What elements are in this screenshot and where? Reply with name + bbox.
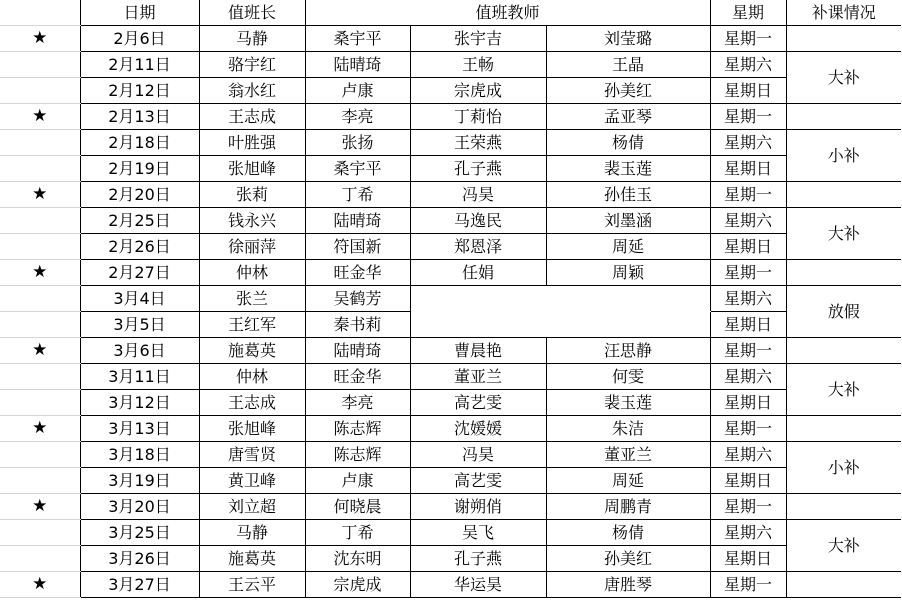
leader-cell[interactable]: 仲林 — [199, 260, 305, 286]
date-cell[interactable]: 3月12日 — [80, 390, 199, 416]
teacher-2-cell[interactable]: 冯昊 — [410, 442, 546, 468]
table-row — [0, 494, 901, 520]
weekday-cell[interactable]: 星期六 — [710, 52, 786, 78]
marker-cell[interactable] — [0, 52, 80, 78]
leader-cell[interactable]: 骆宇红 — [199, 52, 305, 78]
star-marker-cell[interactable]: ★ — [0, 416, 80, 442]
teacher-1-cell[interactable]: 李亮 — [305, 104, 410, 130]
teacher-3-cell[interactable] — [546, 312, 710, 338]
teacher-2-cell[interactable] — [410, 286, 546, 312]
teacher-1-cell[interactable]: 桑宇平 — [305, 26, 410, 52]
weekday-cell[interactable]: 星期日 — [710, 156, 786, 182]
teacher-2-cell[interactable]: 高艺雯 — [410, 390, 546, 416]
teacher-1-cell[interactable]: 宗虎成 — [305, 572, 410, 598]
date-cell[interactable]: 3月13日 — [80, 416, 199, 442]
makeup-cell[interactable]: 大补 — [786, 364, 901, 416]
star-marker-cell[interactable]: ★ — [0, 494, 80, 520]
teacher-2-cell[interactable]: 吴飞 — [410, 520, 546, 546]
teacher-1-cell[interactable]: 何晓晨 — [305, 494, 410, 520]
makeup-cell[interactable] — [786, 26, 901, 52]
makeup-cell[interactable]: 大补 — [786, 52, 901, 104]
marker-cell[interactable] — [0, 234, 80, 260]
weekday-cell[interactable]: 星期日 — [710, 234, 786, 260]
date-cell[interactable]: 3月20日 — [80, 494, 199, 520]
weekday-cell[interactable]: 星期六 — [710, 520, 786, 546]
teacher-2-cell[interactable]: 曹晨艳 — [410, 338, 546, 364]
leader-cell[interactable]: 黄卫峰 — [199, 468, 305, 494]
teacher-1-cell[interactable]: 吴鹤芳 — [305, 286, 410, 312]
teacher-3-cell[interactable]: 孟亚琴 — [546, 104, 710, 130]
table-row — [0, 26, 901, 52]
date-cell[interactable]: 3月5日 — [80, 312, 199, 338]
makeup-cell[interactable]: 小补 — [786, 130, 901, 182]
teacher-1-cell[interactable]: 张扬 — [305, 130, 410, 156]
teacher-1-cell[interactable]: 陈志辉 — [305, 442, 410, 468]
leader-cell[interactable]: 张莉 — [199, 182, 305, 208]
date-cell[interactable]: 2月25日 — [80, 208, 199, 234]
leader-cell[interactable]: 钱永兴 — [199, 208, 305, 234]
weekday-cell[interactable]: 星期六 — [710, 130, 786, 156]
marker-cell[interactable] — [0, 156, 80, 182]
teacher-2-cell[interactable]: 张宇吉 — [410, 26, 546, 52]
weekday-cell[interactable]: 星期日 — [710, 78, 786, 104]
makeup-cell[interactable]: 小补 — [786, 442, 901, 494]
teacher-3-cell[interactable]: 唐胜琴 — [546, 572, 710, 598]
leader-cell[interactable]: 刘立超 — [199, 494, 305, 520]
makeup-cell[interactable] — [786, 260, 901, 286]
teacher-3-cell[interactable]: 汪思静 — [546, 338, 710, 364]
table-row — [0, 364, 901, 390]
teacher-3-cell[interactable]: 周鹏青 — [546, 494, 710, 520]
marker-cell[interactable] — [0, 468, 80, 494]
teacher-2-cell[interactable]: 宗虎成 — [410, 78, 546, 104]
date-cell[interactable]: 3月27日 — [80, 572, 199, 598]
makeup-cell[interactable] — [786, 416, 901, 442]
table-row — [0, 78, 901, 104]
teacher-1-cell[interactable]: 陆晴琦 — [305, 208, 410, 234]
table-row — [0, 416, 901, 442]
makeup-cell[interactable] — [786, 104, 901, 130]
teacher-2-cell[interactable]: 王荣燕 — [410, 130, 546, 156]
teacher-1-cell[interactable]: 丁希 — [305, 520, 410, 546]
date-cell[interactable]: 2月20日 — [80, 182, 199, 208]
table-row — [0, 234, 901, 260]
teacher-2-cell[interactable]: 马逸民 — [410, 208, 546, 234]
makeup-cell[interactable]: 放假 — [786, 286, 901, 338]
makeup-cell[interactable] — [786, 572, 901, 598]
date-cell[interactable]: 2月12日 — [80, 78, 199, 104]
date-cell[interactable]: 3月11日 — [80, 364, 199, 390]
teacher-1-cell[interactable]: 符国新 — [305, 234, 410, 260]
teacher-2-cell[interactable]: 谢朔俏 — [410, 494, 546, 520]
date-cell[interactable]: 2月6日 — [80, 26, 199, 52]
teacher-3-cell[interactable]: 孙美红 — [546, 546, 710, 572]
weekday-cell[interactable]: 星期日 — [710, 312, 786, 338]
weekday-cell[interactable]: 星期一 — [710, 338, 786, 364]
date-cell[interactable]: 2月19日 — [80, 156, 199, 182]
table-row — [0, 572, 901, 598]
teacher-1-cell[interactable]: 沈东明 — [305, 546, 410, 572]
leader-cell[interactable]: 张旭峰 — [199, 416, 305, 442]
teacher-3-cell[interactable]: 杨倩 — [546, 130, 710, 156]
leader-cell[interactable]: 叶胜强 — [199, 130, 305, 156]
teacher-3-cell[interactable]: 朱洁 — [546, 416, 710, 442]
teacher-1-cell[interactable]: 秦书莉 — [305, 312, 410, 338]
teacher-1-cell[interactable]: 陆晴琦 — [305, 52, 410, 78]
teacher-1-cell[interactable]: 桑宇平 — [305, 156, 410, 182]
star-marker-cell[interactable]: ★ — [0, 338, 80, 364]
teacher-3-cell[interactable]: 何雯 — [546, 364, 710, 390]
makeup-cell[interactable] — [786, 182, 901, 208]
weekday-cell[interactable]: 星期六 — [710, 364, 786, 390]
teacher-3-cell[interactable]: 刘莹璐 — [546, 26, 710, 52]
header-row — [0, 0, 901, 26]
table-row — [0, 442, 901, 468]
teacher-3-cell[interactable] — [546, 286, 710, 312]
table-row — [0, 546, 901, 572]
header-leader[interactable]: 值班长 — [199, 0, 305, 26]
star-marker-cell[interactable]: ★ — [0, 26, 80, 52]
weekday-cell[interactable]: 星期六 — [710, 208, 786, 234]
date-cell[interactable]: 3月25日 — [80, 520, 199, 546]
marker-cell[interactable] — [0, 78, 80, 104]
marker-cell[interactable] — [0, 312, 80, 338]
teacher-2-cell[interactable]: 董亚兰 — [410, 364, 546, 390]
table-row — [0, 260, 901, 286]
makeup-cell[interactable]: 大补 — [786, 520, 901, 572]
teacher-3-cell[interactable]: 裴玉莲 — [546, 390, 710, 416]
marker-cell[interactable] — [0, 546, 80, 572]
teacher-3-cell[interactable]: 王晶 — [546, 52, 710, 78]
teacher-1-cell[interactable]: 旺金华 — [305, 260, 410, 286]
teacher-2-cell[interactable]: 孔子燕 — [410, 546, 546, 572]
date-cell[interactable]: 2月18日 — [80, 130, 199, 156]
teacher-1-cell[interactable]: 李亮 — [305, 390, 410, 416]
teacher-1-cell[interactable]: 旺金华 — [305, 364, 410, 390]
weekday-cell[interactable]: 星期一 — [710, 104, 786, 130]
table-row — [0, 52, 901, 78]
date-cell[interactable]: 2月11日 — [80, 52, 199, 78]
table-row — [0, 104, 901, 130]
header-teachers[interactable]: 值班教师 — [305, 0, 710, 26]
leader-cell[interactable]: 王志成 — [199, 390, 305, 416]
teacher-2-cell[interactable]: 沈媛媛 — [410, 416, 546, 442]
makeup-cell[interactable]: 大补 — [786, 208, 901, 260]
teacher-3-cell[interactable]: 董亚兰 — [546, 442, 710, 468]
header-corner-cell[interactable] — [0, 0, 80, 26]
weekday-cell[interactable]: 星期一 — [710, 416, 786, 442]
teacher-3-cell[interactable]: 周延 — [546, 234, 710, 260]
weekday-cell[interactable]: 星期六 — [710, 442, 786, 468]
makeup-cell[interactable] — [786, 494, 901, 520]
leader-cell[interactable]: 马静 — [199, 26, 305, 52]
weekday-cell[interactable]: 星期一 — [710, 26, 786, 52]
weekday-cell[interactable]: 星期日 — [710, 546, 786, 572]
leader-cell[interactable]: 王红军 — [199, 312, 305, 338]
date-cell[interactable]: 3月26日 — [80, 546, 199, 572]
teacher-2-cell[interactable]: 郑恩泽 — [410, 234, 546, 260]
date-cell[interactable]: 2月27日 — [80, 260, 199, 286]
date-cell[interactable]: 3月4日 — [80, 286, 199, 312]
date-cell[interactable]: 3月18日 — [80, 442, 199, 468]
teacher-2-cell[interactable]: 华运昊 — [410, 572, 546, 598]
teacher-2-cell[interactable]: 丁莉怡 — [410, 104, 546, 130]
teacher-2-cell[interactable]: 任娟 — [410, 260, 546, 286]
weekday-cell[interactable]: 星期日 — [710, 390, 786, 416]
table-row — [0, 286, 901, 312]
teacher-3-cell[interactable]: 刘墨涵 — [546, 208, 710, 234]
table-row — [0, 182, 901, 208]
teacher-2-cell[interactable]: 孔子燕 — [410, 156, 546, 182]
header-date[interactable]: 日期 — [80, 0, 199, 26]
leader-cell[interactable]: 唐雪贤 — [199, 442, 305, 468]
leader-cell[interactable]: 马静 — [199, 520, 305, 546]
teacher-3-cell[interactable]: 周颖 — [546, 260, 710, 286]
table-row — [0, 156, 901, 182]
leader-cell[interactable]: 王云平 — [199, 572, 305, 598]
table-row — [0, 338, 901, 364]
teacher-2-cell[interactable]: 王畅 — [410, 52, 546, 78]
teacher-2-cell[interactable] — [410, 312, 546, 338]
teacher-1-cell[interactable]: 卢康 — [305, 78, 410, 104]
weekday-cell[interactable]: 星期一 — [710, 182, 786, 208]
teacher-3-cell[interactable]: 孙美红 — [546, 78, 710, 104]
teacher-3-cell[interactable]: 裴玉莲 — [546, 156, 710, 182]
marker-cell[interactable] — [0, 286, 80, 312]
table-row — [0, 468, 901, 494]
teacher-1-cell[interactable]: 丁希 — [305, 182, 410, 208]
marker-cell[interactable] — [0, 520, 80, 546]
leader-cell[interactable]: 翁水红 — [199, 78, 305, 104]
teacher-3-cell[interactable]: 杨倩 — [546, 520, 710, 546]
marker-cell[interactable] — [0, 130, 80, 156]
makeup-cell[interactable] — [786, 338, 901, 364]
marker-cell[interactable] — [0, 364, 80, 390]
date-cell[interactable]: 3月19日 — [80, 468, 199, 494]
table-row — [0, 312, 901, 338]
marker-cell[interactable] — [0, 390, 80, 416]
table-row — [0, 130, 901, 156]
weekday-cell[interactable]: 星期一 — [710, 260, 786, 286]
table-row — [0, 520, 901, 546]
weekday-cell[interactable]: 星期一 — [710, 494, 786, 520]
teacher-2-cell[interactable]: 冯昊 — [410, 182, 546, 208]
header-weekday[interactable]: 星期 — [710, 0, 786, 26]
date-cell[interactable]: 2月26日 — [80, 234, 199, 260]
marker-cell[interactable] — [0, 208, 80, 234]
date-cell[interactable]: 2月13日 — [80, 104, 199, 130]
star-marker-cell[interactable]: ★ — [0, 182, 80, 208]
teacher-1-cell[interactable]: 陆晴琦 — [305, 338, 410, 364]
weekday-cell[interactable]: 星期一 — [710, 572, 786, 598]
weekday-cell[interactable]: 星期日 — [710, 468, 786, 494]
teacher-1-cell[interactable]: 陈志辉 — [305, 416, 410, 442]
star-marker-cell[interactable]: ★ — [0, 260, 80, 286]
leader-cell[interactable]: 施葛英 — [199, 338, 305, 364]
leader-cell[interactable]: 仲林 — [199, 364, 305, 390]
leader-cell[interactable]: 施葛英 — [199, 546, 305, 572]
teacher-3-cell[interactable]: 孙佳玉 — [546, 182, 710, 208]
weekday-cell[interactable]: 星期六 — [710, 286, 786, 312]
table-row — [0, 208, 901, 234]
leader-cell[interactable]: 王志成 — [199, 104, 305, 130]
teacher-2-cell[interactable]: 高艺雯 — [410, 468, 546, 494]
header-makeup[interactable]: 补课情况 — [786, 0, 901, 26]
star-marker-cell[interactable]: ★ — [0, 572, 80, 598]
star-marker-cell[interactable]: ★ — [0, 104, 80, 130]
leader-cell[interactable]: 张兰 — [199, 286, 305, 312]
leader-cell[interactable]: 徐丽萍 — [199, 234, 305, 260]
teacher-3-cell[interactable]: 周延 — [546, 468, 710, 494]
date-cell[interactable]: 3月6日 — [80, 338, 199, 364]
marker-cell[interactable] — [0, 442, 80, 468]
table-row — [0, 390, 901, 416]
teacher-1-cell[interactable]: 卢康 — [305, 468, 410, 494]
leader-cell[interactable]: 张旭峰 — [199, 156, 305, 182]
